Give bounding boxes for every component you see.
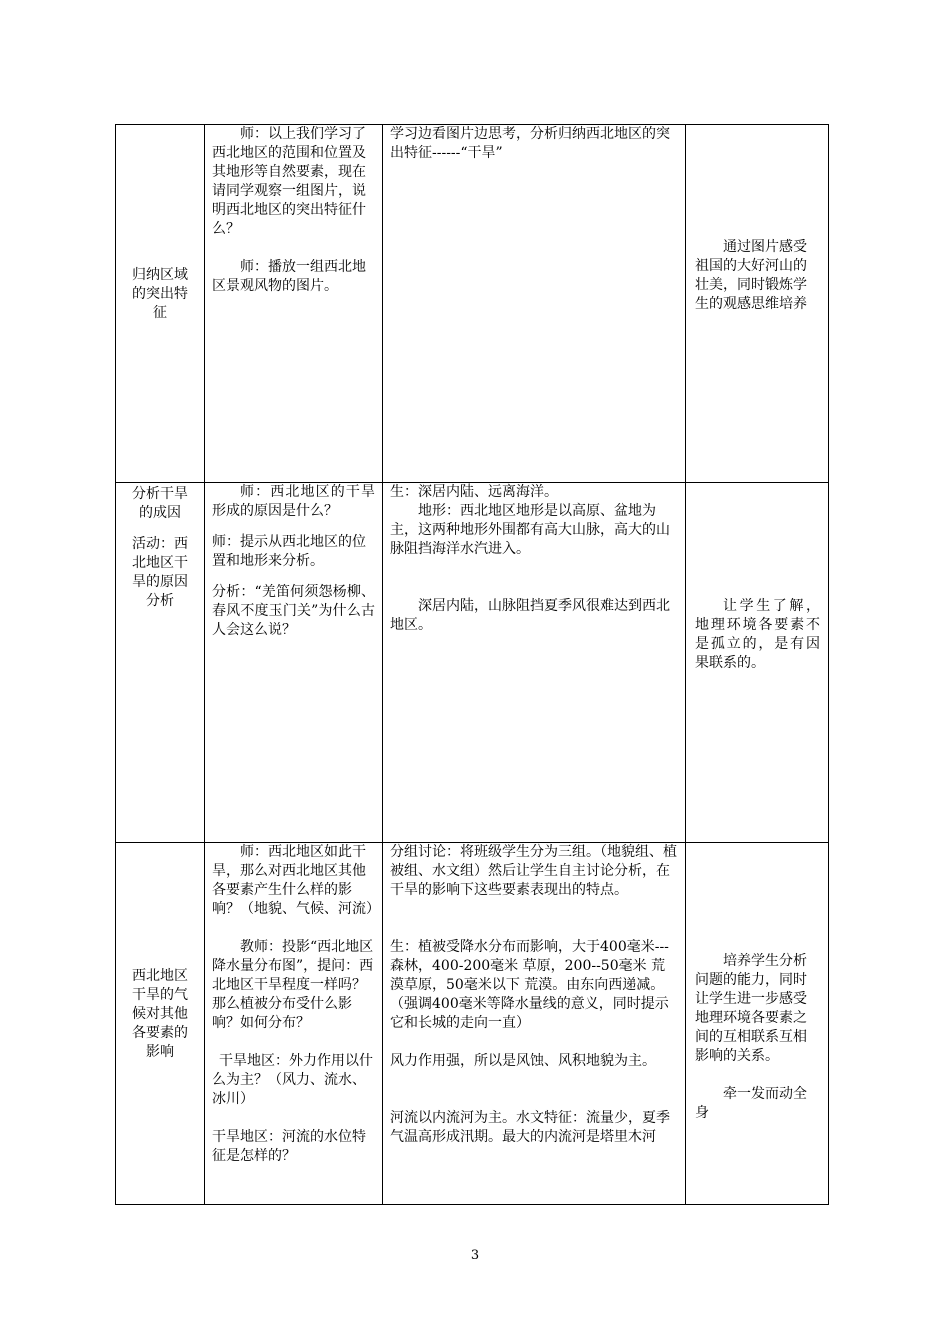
student-text: 风力作用强，所以是风蚀、风积地貌为主。 [390, 1053, 656, 1069]
table-row [116, 483, 829, 843]
stage-cell [116, 483, 205, 843]
purpose-text: 通过图片感受祖国的大好河山的壮美，同时锻炼学生的观感思维培养 [695, 238, 807, 312]
design-purpose-cell [686, 125, 829, 483]
teacher-text: 师：提示从西北地区的位置和地形来分析。 [212, 534, 366, 569]
student-text: 分组讨论：将班级学生分为三组。（地貌组、植被组、水文组）然后让学生自主讨论分析，在干旱的影响下这些要素表现出的特点。 [390, 844, 677, 898]
table-row [116, 843, 829, 1205]
stage-cell [116, 843, 205, 1205]
table-row [116, 125, 829, 483]
page-number: 3 [470, 1248, 480, 1263]
student-text: 地形：西北地区地形是以高原、盆地为主，这两种地形外围都有高大山脉，高大的山脉阻挡海洋水汽进入。 [390, 503, 670, 557]
teacher-text: 分析：“羌笛何须怨杨柳、春风不度玉门关”为什么古人会这么说？ [212, 584, 375, 638]
teacher-text: 干旱地区：河流的水位特征是怎样的？ [212, 1129, 366, 1164]
teacher-activity-cell [205, 843, 383, 1205]
student-text: 深居内陆，山脉阻挡夏季风很难达到西北地区。 [390, 598, 670, 633]
stage-text: 西北地区干旱的气候对其他各要素的影响 [132, 968, 188, 1060]
teacher-text: 师：西北地区如此干旱，那么对西北地区其他各要素产生什么样的影响？（地貌、气候、河流） [212, 844, 380, 917]
purpose-text: 让学生了解，地理环境各要素不是孤立的，是有因果联系的。 [695, 597, 820, 671]
stage-cell [116, 125, 205, 483]
student-text: 生：植被受降水分布而影响，大于400毫米---森林，400-200毫米 草原，200--50毫米 荒漠草原，50毫米以下 荒漠。由东向西递减。（强调400毫米等降水量线的意义，同时提示它和长城的走向一直） [390, 939, 669, 1031]
teacher-text: 教师：投影“西北地区降水量分布图”，提问：西北地区干旱程度一样吗？那么植被分布受什么影响？如何分布？ [212, 939, 374, 1031]
design-purpose-cell [686, 483, 829, 843]
teacher-text: 师：播放一组西北地区景观风物的图片。 [212, 259, 366, 294]
teacher-text: 师：以上我们学习了西北地区的范围和位置及其地形等自然要素，现在请同学观察一组图片，说明西北地区的突出特征什么？ [212, 126, 366, 237]
stage-text: 归纳区域的突出特征 [132, 267, 188, 321]
student-text: 河流以内流河为主。水文特征：流量少，夏季气温高形成汛期。最大的内流河是塔里木河 [390, 1110, 670, 1145]
student-text: 生：深居内陆、远离海洋。 [390, 484, 558, 500]
student-activity-cell [383, 483, 686, 843]
purpose-text: 牵一发而动全身 [695, 1086, 807, 1121]
teacher-text: 干旱地区：外力作用以什么为主？（风力、流水、冰川） [212, 1053, 373, 1107]
purpose-text: 培养学生分析问题的能力，同时让学生进一步感受地理环境各要素之间的互相联系互相影响的关系。 [695, 953, 807, 1064]
student-text: 学习边看图片边思考，分析归纳西北地区的突出特征------“干旱” [390, 126, 670, 161]
student-activity-cell [383, 843, 686, 1205]
stage-text: 分析干旱的成因 [132, 486, 188, 521]
teacher-text: 师：西北地区的干旱形成的原因是什么？ [212, 484, 375, 519]
stage-text: 活动：西北地区干旱的原因分析 [132, 536, 188, 609]
student-activity-cell [383, 125, 686, 483]
teacher-activity-cell [205, 483, 383, 843]
design-purpose-cell [686, 843, 829, 1205]
lesson-plan-table [115, 124, 829, 1205]
teacher-activity-cell [205, 125, 383, 483]
